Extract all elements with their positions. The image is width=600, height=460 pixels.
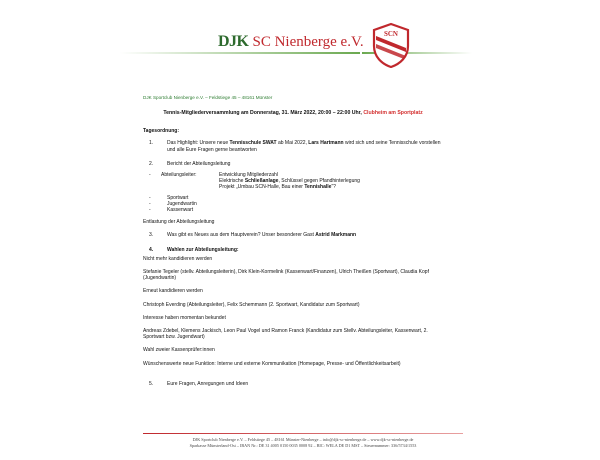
meeting-location: Clubheim am Sportplatz	[363, 110, 423, 116]
election-p2: Stefanie Tegeler (stellv. Abteilungsleiterin), Dirk Klein-Kormelink (Kassenwart/Finanzen), Ulrich Theißen (Sportwart), Claudia Kopf (Jugendwartin)	[143, 269, 429, 282]
agenda-item-5	[143, 381, 443, 387]
election-p8: Wünschenswerte neue Funktion: Interne und externe Kommunikation (Homepage, Presse- und Öffentlichkeitsarbeit)	[143, 360, 401, 367]
footer-rule	[143, 433, 463, 434]
logo-prefix: DJK	[218, 33, 249, 50]
list-item: - Sportwart	[149, 194, 189, 201]
report-list	[143, 195, 443, 214]
agenda-item-4	[143, 247, 443, 253]
document-body	[143, 110, 443, 395]
item-number: 1.	[149, 140, 154, 147]
item-text: Was gibt es Neues aus dem Hauptverein? Unser besonderer Gast Astrid Markmann	[167, 232, 357, 239]
item-number: 2.	[149, 160, 154, 167]
item-number: 3.	[149, 232, 154, 239]
item-text: Eure Fragen, Anregungen und Ideen	[167, 380, 249, 387]
sub-label: - Abteilungsleiter:	[149, 172, 197, 179]
agenda-item-3	[143, 232, 443, 238]
footer	[143, 437, 463, 449]
crest-lettering: SCN	[383, 30, 399, 38]
agenda-item-2	[143, 161, 443, 167]
club-logo-text	[218, 33, 364, 51]
agenda-heading: Tagesordnung:	[143, 128, 180, 135]
item-number: 4.	[149, 246, 154, 253]
footer-line-2: Sparkasse Münsterland-Ost – IBAN Nr.: DE 31 4005 0150 0035 0008 92 – BIC: WELA DE D1 MST – Steuernummer: 336/5734/1553	[189, 443, 417, 448]
header-rule-left	[120, 52, 360, 54]
election-p4: Christoph Everding (Abteilungsleiter), Felix Schemmann (2. Sportwart, Kandidatur zum Sportwart)	[143, 301, 360, 308]
agenda-item-1	[143, 140, 443, 152]
footer-line-1: DJK Sportclub Nienberge e.V. – Feldstiege 45 – 48161 Münster-Nienberge – info@djk-sc-nienberge.de – www.djk-sc-nienberge.de	[192, 437, 414, 442]
meeting-title	[143, 110, 443, 116]
election-p6: Andreas Zdebel, Klemens Jackisch, Leon Paul Vogel und Ramon Franck (Kandidatur zum Stellv. Abteilungsleiter, Kassenwart, 2. Sportwart bzw. Jugendwart)	[143, 328, 428, 341]
item-number: 5.	[149, 380, 154, 387]
sender-address: DJK Sportclub Nienberge e.V. – Feldstiege 45 – 48161 Münster	[143, 95, 273, 100]
meeting-title-main: Tennis-Mitgliederversammlung am Donnerstag, 31. März 2022, 20:00 – 22:00 Uhr,	[163, 110, 362, 116]
election-p7: Wahl zweier Kassenprüfer:innen	[143, 347, 215, 354]
logo-name: SC Nienberge e.V.	[252, 34, 364, 50]
club-crest-icon	[371, 22, 411, 68]
item-heading: Wahlen zur Abteilungsleitung:	[167, 246, 239, 253]
list-item: - Jugendwartin	[149, 200, 197, 207]
election-p1: Nicht mehr kandidieren werden	[143, 255, 213, 262]
entlastung: Entlastung der Abteilungsleitung	[143, 219, 215, 226]
item-text: Das Highlight: Unsere neue Tennisschule SWAT ab Mai 2022, Lars Hartmann wird sich und seine Tennisschule vorstellen und alle Eure Fragen gerne beantworten	[167, 140, 441, 153]
sub-lines: Entwicklung Mitgliederzahl Elektrische Schließanlage, Schlüssel gegen Pfandhinterlegung Projekt „Umbau SCN-Halle, Bau einer Tennishalle“?	[219, 172, 360, 191]
election-p5: Interesse haben momentan bekundet	[143, 314, 226, 321]
list-item: - Kassenwart	[149, 207, 194, 214]
item-text: Bericht der Abteilungsleitung	[167, 160, 231, 167]
abteilungsleiter-block	[143, 172, 443, 191]
election-p3: Erneut kandidieren werden	[143, 288, 203, 295]
